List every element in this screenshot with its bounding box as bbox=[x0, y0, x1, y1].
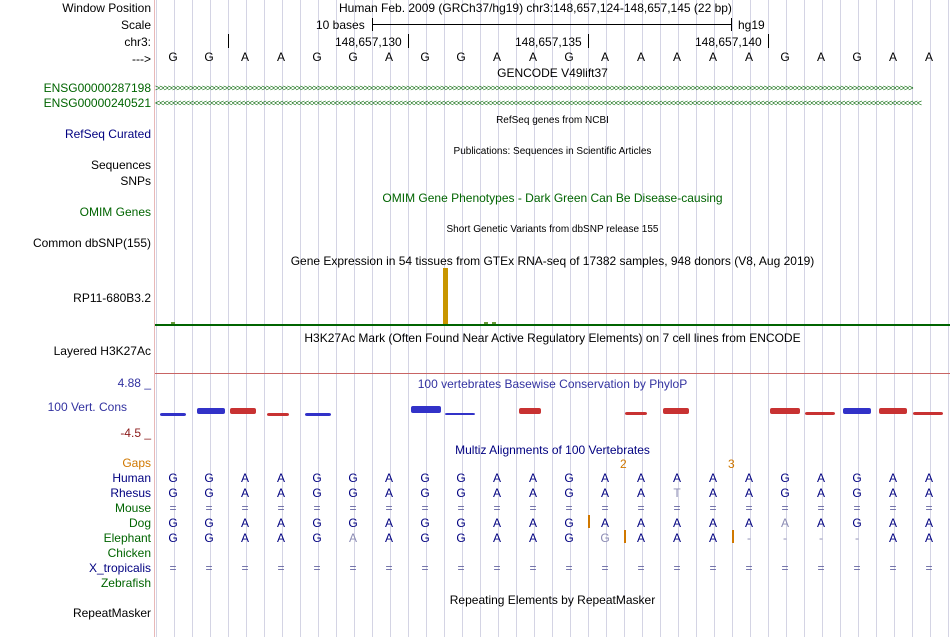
alignment-base: = bbox=[493, 561, 501, 575]
alignment-base: A bbox=[240, 516, 249, 530]
alignment-base: A bbox=[888, 471, 897, 485]
alignment-row-dog bbox=[0, 516, 950, 530]
alignment-base: A bbox=[492, 471, 501, 485]
alignment-base: G bbox=[168, 531, 178, 545]
alignment-base: A bbox=[240, 486, 249, 500]
alignment-base: = bbox=[205, 501, 213, 515]
alignment-base: G bbox=[312, 516, 322, 530]
alignment-base: = bbox=[421, 561, 429, 575]
alignment-base: A bbox=[276, 516, 285, 530]
alignment-base: = bbox=[313, 501, 321, 515]
alignment-base: - bbox=[747, 531, 751, 545]
alignment-base: A bbox=[708, 486, 717, 500]
alignment-base: A bbox=[924, 471, 933, 485]
alignment-base: = bbox=[457, 501, 465, 515]
alignment-base: A bbox=[672, 531, 681, 545]
alignment-base: A bbox=[384, 486, 393, 500]
alignment-base: - bbox=[855, 531, 859, 545]
gtex-tissue-bar bbox=[443, 268, 448, 324]
window-position-text: Human Feb. 2009 (GRCh37/hg19) chr3:148,657,124-148,657,145 (22 bp) bbox=[339, 1, 732, 15]
conservation-glyph bbox=[267, 413, 289, 416]
base-letter: G bbox=[456, 50, 466, 64]
alignment-base: G bbox=[420, 516, 430, 530]
h3k27ac-track-title: H3K27Ac Mark (Often Found Near Active Regulatory Elements) on 7 cell lines from ENCODE bbox=[304, 331, 801, 345]
conservation-glyph bbox=[160, 413, 186, 416]
ruler-tick-label: 148,657,130 bbox=[335, 35, 402, 49]
gap-count-label: 2 bbox=[620, 457, 627, 471]
base-letter: G bbox=[312, 50, 322, 64]
conservation-glyph bbox=[445, 413, 475, 415]
alignment-base: G bbox=[312, 471, 322, 485]
base-letter: A bbox=[240, 50, 249, 64]
alignment-base: G bbox=[168, 471, 178, 485]
insertion-marker bbox=[624, 530, 626, 543]
alignment-base: A bbox=[924, 531, 933, 545]
alignment-base: G bbox=[204, 471, 214, 485]
gene-arrow-row-reverse[interactable]: <<<<<<<<<<<<<<<<<<<<<<<<<<<<<<<<<<<<<<<<<<<<<<<<<<<<<<<<<<<<<<<<<<<<<<<<<<<<<<<<<<<<<<<<<<<<<<<<<<<<<<<<<<<<<<<<<<<<<<<<<<<<<<<<<<<<<<<<<<<<<<<<<<<<<<<<<<<<<<<<<<<<<<<<<<<<<<<<<<<< bbox=[155, 99, 922, 107]
alignment-base: T bbox=[673, 486, 681, 500]
alignment-base: = bbox=[853, 561, 861, 575]
base-letter: A bbox=[708, 50, 717, 64]
alignment-base: A bbox=[888, 531, 897, 545]
alignment-row-human bbox=[0, 471, 950, 485]
alignment-base: A bbox=[672, 471, 681, 485]
alignment-base: = bbox=[853, 501, 861, 515]
alignment-base: G bbox=[564, 516, 574, 530]
alignment-base: A bbox=[780, 516, 789, 530]
alignment-base: = bbox=[781, 501, 789, 515]
alignment-base: G bbox=[780, 486, 790, 500]
alignment-base: A bbox=[240, 471, 249, 485]
alignment-base: G bbox=[204, 486, 214, 500]
alignment-base: A bbox=[528, 531, 537, 545]
gtex-tissue-bar bbox=[171, 322, 175, 324]
alignment-base: G bbox=[420, 471, 430, 485]
cons-track-label[interactable]: 100 Vert. Cons bbox=[47, 400, 127, 414]
publications-track-title: Publications: Sequences in Scientific Articles bbox=[453, 146, 652, 157]
conservation-glyph bbox=[625, 412, 647, 415]
alignment-base: A bbox=[240, 531, 249, 545]
snps-track-label[interactable]: SNPs bbox=[120, 174, 151, 188]
alignment-base: G bbox=[564, 471, 574, 485]
strand-arrow-label: ---> bbox=[132, 52, 151, 66]
alignment-base: = bbox=[745, 501, 753, 515]
alignment-base: G bbox=[456, 471, 466, 485]
gap-count-label: 3 bbox=[728, 457, 735, 471]
alignment-base: = bbox=[529, 501, 537, 515]
alignment-base: = bbox=[277, 501, 285, 515]
ruler-tick bbox=[588, 34, 589, 48]
alignment-base: A bbox=[636, 531, 645, 545]
h3k27ac-baseline bbox=[155, 373, 950, 374]
alignment-row-rhesus bbox=[0, 486, 950, 500]
conservation-glyph bbox=[843, 408, 871, 414]
conservation-glyph bbox=[879, 408, 907, 414]
gene-link-ensg00000240521[interactable]: ENSG00000240521 bbox=[43, 96, 151, 110]
alignment-base: = bbox=[709, 561, 717, 575]
alignment-base: = bbox=[817, 561, 825, 575]
alignment-base: A bbox=[492, 531, 501, 545]
alignment-base: G bbox=[564, 486, 574, 500]
base-letter: A bbox=[744, 50, 753, 64]
alignment-base: = bbox=[889, 501, 897, 515]
alignment-base: A bbox=[708, 531, 717, 545]
base-letter: A bbox=[672, 50, 681, 64]
conservation-glyph bbox=[913, 412, 943, 415]
alignment-base: = bbox=[421, 501, 429, 515]
alignment-base: A bbox=[708, 471, 717, 485]
alignment-base: A bbox=[348, 531, 357, 545]
alignment-base: = bbox=[673, 501, 681, 515]
alignment-base: = bbox=[709, 501, 717, 515]
alignment-base: = bbox=[565, 501, 573, 515]
alignment-base: = bbox=[637, 501, 645, 515]
gaps-label: Gaps bbox=[122, 456, 151, 470]
scale-bar-left-cap bbox=[372, 18, 373, 31]
alignment-base: A bbox=[744, 486, 753, 500]
base-letter: G bbox=[348, 50, 358, 64]
alignment-base: = bbox=[241, 561, 249, 575]
multiz-track-title: Multiz Alignments of 100 Vertebrates bbox=[455, 443, 650, 457]
alignment-base: = bbox=[601, 561, 609, 575]
base-letter: A bbox=[816, 50, 825, 64]
alignment-base: G bbox=[456, 531, 466, 545]
alignment-base: G bbox=[600, 531, 610, 545]
cons-max-value: 4.88 _ bbox=[117, 376, 151, 390]
alignment-base: G bbox=[348, 516, 358, 530]
repeatmasker-track-title: Repeating Elements by RepeatMasker bbox=[449, 593, 656, 607]
alignment-base: G bbox=[204, 531, 214, 545]
alignment-base: = bbox=[529, 561, 537, 575]
alignment-base: A bbox=[636, 516, 645, 530]
scale-bar-right-cap bbox=[731, 18, 732, 31]
species-dog-label: Dog bbox=[128, 516, 151, 530]
conservation-glyph bbox=[805, 412, 835, 415]
base-letter: A bbox=[384, 50, 393, 64]
alignment-base: = bbox=[637, 561, 645, 575]
base-letter: G bbox=[780, 50, 790, 64]
alignment-base: G bbox=[168, 486, 178, 500]
species-human-label: Human bbox=[112, 471, 151, 485]
base-letter: A bbox=[636, 50, 645, 64]
base-letter: G bbox=[168, 50, 178, 64]
species-chicken-label: Chicken bbox=[107, 546, 151, 560]
ruler-tick bbox=[768, 34, 769, 48]
alignment-row-xtropicalis bbox=[0, 561, 950, 575]
conservation-logo[interactable] bbox=[155, 404, 950, 424]
alignment-base: A bbox=[528, 471, 537, 485]
conservation-glyph bbox=[411, 406, 441, 413]
alignment-base: = bbox=[349, 561, 357, 575]
window-position-label: Window Position bbox=[62, 1, 151, 15]
phylop-track-title: 100 vertebrates Basewise Conservation by PhyloP bbox=[417, 377, 688, 391]
conservation-glyph bbox=[305, 413, 331, 416]
alignment-base: A bbox=[600, 516, 609, 530]
alignment-row-mouse bbox=[0, 501, 950, 515]
assembly-label: hg19 bbox=[738, 18, 765, 32]
repeatmasker-track-label[interactable]: RepeatMasker bbox=[72, 606, 151, 620]
alignment-base: = bbox=[277, 561, 285, 575]
gencode-track-title: GENCODE V49lift37 bbox=[497, 66, 608, 80]
alignment-base: G bbox=[852, 471, 862, 485]
gtex-bar-chart[interactable] bbox=[155, 268, 950, 328]
alignment-base: G bbox=[456, 516, 466, 530]
alignment-base: - bbox=[819, 531, 823, 545]
base-letter: A bbox=[600, 50, 609, 64]
gtex-baseline bbox=[155, 324, 950, 326]
alignment-base: A bbox=[672, 516, 681, 530]
gtex-gene-label[interactable]: RP11-680B3.2 bbox=[73, 291, 151, 305]
alignment-row-elephant bbox=[0, 531, 950, 545]
alignment-base: = bbox=[241, 501, 249, 515]
base-letter: G bbox=[420, 50, 430, 64]
conservation-glyph bbox=[230, 408, 256, 414]
alignment-base: A bbox=[276, 486, 285, 500]
alignment-base: A bbox=[276, 531, 285, 545]
alignment-base: G bbox=[780, 471, 790, 485]
dbsnp-track-label[interactable]: Common dbSNP(155) bbox=[32, 236, 151, 250]
alignment-base: A bbox=[924, 516, 933, 530]
alignment-base: = bbox=[169, 501, 177, 515]
alignment-base: G bbox=[312, 531, 322, 545]
sequences-track-label[interactable]: Sequences bbox=[90, 158, 151, 172]
cons-min-value: -4.5 _ bbox=[120, 426, 151, 440]
alignment-base: G bbox=[420, 531, 430, 545]
dbsnp-track-title: Short Genetic Variants from dbSNP release 155 bbox=[446, 224, 659, 235]
insertion-marker bbox=[732, 530, 734, 543]
scale-label: Scale bbox=[120, 18, 151, 32]
alignment-base: = bbox=[385, 501, 393, 515]
conservation-glyph bbox=[519, 408, 541, 414]
chrom-label: chr3: bbox=[124, 35, 151, 49]
scale-text: 10 bases bbox=[316, 18, 365, 32]
alignment-base: A bbox=[744, 516, 753, 530]
gtex-tissue-bar bbox=[492, 322, 496, 324]
alignment-base: A bbox=[636, 486, 645, 500]
alignment-base: G bbox=[204, 516, 214, 530]
alignment-base: A bbox=[384, 516, 393, 530]
alignment-base: G bbox=[348, 486, 358, 500]
ruler-tick-label: 148,657,135 bbox=[515, 35, 582, 49]
ruler-tick bbox=[408, 34, 409, 48]
alignment-base: = bbox=[169, 561, 177, 575]
omim-track-label[interactable]: OMIM Genes bbox=[79, 205, 151, 219]
alignment-base: A bbox=[528, 486, 537, 500]
base-letter: G bbox=[564, 50, 574, 64]
alignment-base: G bbox=[312, 486, 322, 500]
alignment-base: = bbox=[889, 561, 897, 575]
alignment-base: A bbox=[492, 516, 501, 530]
alignment-base: A bbox=[276, 471, 285, 485]
species-mouse-label: Mouse bbox=[114, 501, 151, 515]
species-xtropicalis-label: X_tropicalis bbox=[88, 561, 151, 575]
gene-link-ensg00000287198[interactable]: ENSG00000287198 bbox=[43, 81, 151, 95]
species-zebrafish-label: Zebrafish bbox=[100, 576, 151, 590]
alignment-base: G bbox=[348, 471, 358, 485]
alignment-base: A bbox=[816, 471, 825, 485]
ruler-tick bbox=[228, 34, 229, 48]
refseq-track-title: RefSeq genes from NCBI bbox=[496, 115, 609, 126]
alignment-base: = bbox=[817, 501, 825, 515]
alignment-base: G bbox=[564, 531, 574, 545]
insertion-marker bbox=[588, 515, 590, 528]
alignment-base: A bbox=[816, 516, 825, 530]
base-sequence-row bbox=[0, 50, 950, 64]
ruler-tick-label: 148,657,140 bbox=[695, 35, 762, 49]
alignment-base: = bbox=[925, 501, 933, 515]
alignment-base: = bbox=[313, 561, 321, 575]
base-letter: A bbox=[528, 50, 537, 64]
alignment-base: A bbox=[384, 471, 393, 485]
alignment-base: = bbox=[493, 501, 501, 515]
alignment-base: = bbox=[349, 501, 357, 515]
alignment-base: A bbox=[888, 516, 897, 530]
species-rhesus-label: Rhesus bbox=[110, 486, 151, 500]
gtex-tissue-bar bbox=[484, 322, 488, 324]
alignment-base: = bbox=[781, 561, 789, 575]
base-letter: A bbox=[492, 50, 501, 64]
gtex-track-title: Gene Expression in 54 tissues from GTEx RNA-seq of 17382 samples, 948 donors (V8, Aug 2019) bbox=[290, 254, 815, 268]
alignment-base: = bbox=[673, 561, 681, 575]
alignment-base: G bbox=[420, 486, 430, 500]
alignment-base: A bbox=[924, 486, 933, 500]
alignment-base: A bbox=[636, 471, 645, 485]
alignment-base: = bbox=[565, 561, 573, 575]
alignment-base: G bbox=[168, 516, 178, 530]
alignment-base: A bbox=[384, 531, 393, 545]
alignment-base: A bbox=[528, 516, 537, 530]
alignment-base: A bbox=[600, 471, 609, 485]
omim-track-title: OMIM Gene Phenotypes - Dark Green Can Be Disease-causing bbox=[382, 191, 723, 205]
base-letter: A bbox=[888, 50, 897, 64]
base-letter: G bbox=[204, 50, 214, 64]
scale-bar bbox=[372, 24, 732, 25]
alignment-base: G bbox=[852, 516, 862, 530]
base-letter: G bbox=[852, 50, 862, 64]
gene-arrow-row-forward[interactable]: >>>>>>>>>>>>>>>>>>>>>>>>>>>>>>>>>>>>>>>>>>>>>>>>>>>>>>>>>>>>>>>>>>>>>>>>>>>>>>>>>>>>>>>>>>>>>>>>>>>>>>>>>>>>>>>>>>>>>>>>>>>>>>>>>>>>>>>>>>>>>>>>>>>>>>>>>>>>>>>>>>>>>>>>>>>>>>>>>> bbox=[155, 84, 913, 92]
alignment-base: = bbox=[925, 561, 933, 575]
conservation-glyph bbox=[197, 408, 225, 414]
h3k27ac-track-label[interactable]: Layered H3K27Ac bbox=[53, 344, 151, 358]
alignment-base: = bbox=[457, 561, 465, 575]
conservation-glyph bbox=[663, 408, 689, 414]
alignment-base: A bbox=[708, 516, 717, 530]
alignment-base: = bbox=[601, 501, 609, 515]
species-elephant-label: Elephant bbox=[103, 531, 151, 545]
base-letter: A bbox=[924, 50, 933, 64]
alignment-base: A bbox=[888, 486, 897, 500]
alignment-base: = bbox=[205, 561, 213, 575]
alignment-base: - bbox=[783, 531, 787, 545]
alignment-base: = bbox=[745, 561, 753, 575]
alignment-base: = bbox=[385, 561, 393, 575]
refseq-track-label[interactable]: RefSeq Curated bbox=[64, 127, 151, 141]
alignment-base: A bbox=[600, 486, 609, 500]
alignment-base: G bbox=[456, 486, 466, 500]
alignment-base: G bbox=[852, 486, 862, 500]
alignment-base: A bbox=[744, 471, 753, 485]
conservation-glyph bbox=[770, 408, 800, 414]
alignment-base: A bbox=[492, 486, 501, 500]
alignment-base: A bbox=[816, 486, 825, 500]
base-letter: A bbox=[276, 50, 285, 64]
